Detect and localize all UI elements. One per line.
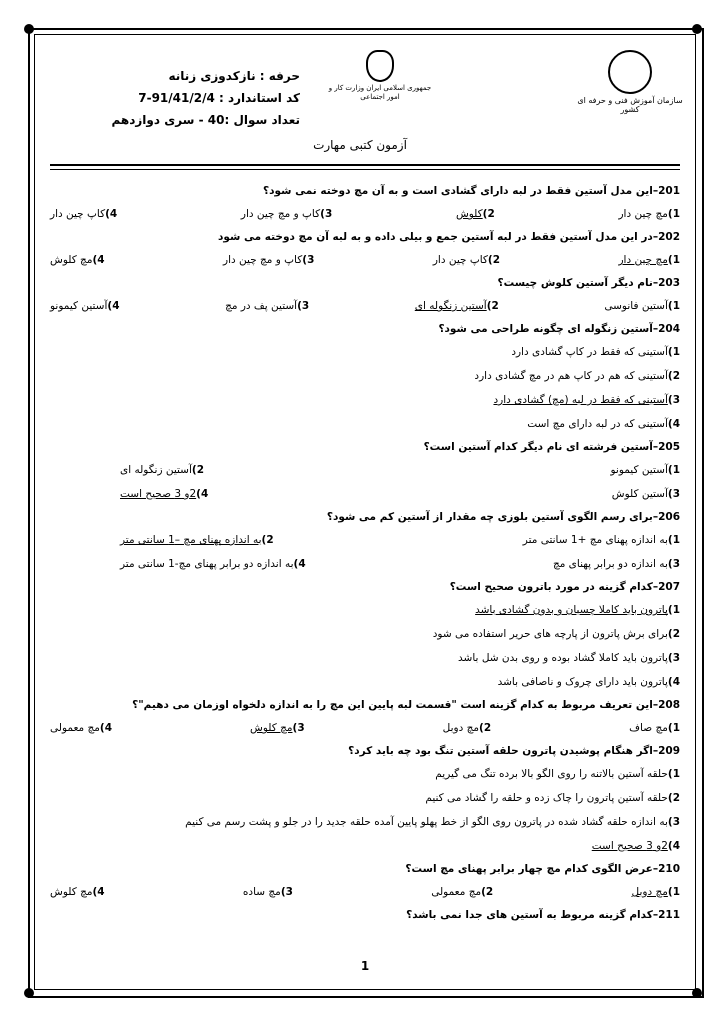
question-text: 202–در این مدل آستین فقط در لبه آستین جمع و بیلی داده و به لبه آن مچ دوخته می شود xyxy=(218,231,680,243)
option-number: 2) xyxy=(487,254,501,266)
question-text: 206–برای رسم الگوی آستین بلوزی چه مقدار از آستین کم می شود؟ xyxy=(326,511,680,523)
answer-option xyxy=(604,294,680,318)
answer-option xyxy=(610,458,680,482)
question-text: 207–کدام گزینه در مورد باترون صحیح است؟ xyxy=(449,581,680,593)
answer-option xyxy=(433,248,500,272)
answer-option xyxy=(612,482,680,506)
option-number: 3) xyxy=(667,558,680,570)
option-number: 2) xyxy=(261,534,274,546)
option-text: آستین پف در مچ xyxy=(225,300,298,312)
option-number: 1) xyxy=(667,208,680,220)
option-number: 2) xyxy=(191,464,205,476)
answer-option xyxy=(523,528,680,552)
option-number: 4) xyxy=(92,886,105,898)
answer-option xyxy=(241,202,332,226)
option-number: 2) xyxy=(667,370,680,382)
option-text: آستین کیمونو xyxy=(50,300,108,312)
option-text: آستینی که هم در کاپ هم در مچ گشادی دارد xyxy=(474,370,668,382)
answer-option xyxy=(50,364,680,388)
answer-option xyxy=(632,880,681,904)
header-divider-thin xyxy=(50,169,680,170)
option-number: 1) xyxy=(667,464,680,476)
option-number: 3) xyxy=(667,816,680,828)
option-text: کاپ و مچ چین دار xyxy=(223,254,303,266)
option-text: 2و 3 صحیح است xyxy=(120,488,197,500)
answer-option xyxy=(618,248,680,272)
option-number: 3) xyxy=(667,652,680,664)
question-text: 201–این مدل آستین فقط در لبه دارای گشادی است و به آن مچ دوخته نمی شود؟ xyxy=(263,185,680,197)
option-number: 1) xyxy=(667,254,680,266)
option-text: به اندازه پهنای مچ –1 سانتی متر xyxy=(120,534,262,546)
option-text: به اندازه دو برابر پهنای مچ-1 سانتی متر xyxy=(120,558,294,570)
answer-option xyxy=(50,202,117,226)
question-text: 210–عرض الگوی کدام مچ چهار برابر پهنای مچ است؟ xyxy=(405,863,680,875)
option-number: 4) xyxy=(667,840,680,852)
corner-dot xyxy=(692,24,702,34)
answer-option xyxy=(120,458,204,482)
answer-option xyxy=(50,762,680,786)
option-text: پاترون باید دارای چروک و ناصافی باشد xyxy=(497,676,668,688)
question-text: 203–نام دیگر آستین کلوش چیست؟ xyxy=(497,277,680,289)
option-text: مچ دوبل xyxy=(631,886,668,898)
option-text: حلقه آستین پاترون را چاک زده و حلقه را گشاد می کنیم xyxy=(425,792,668,804)
option-text: حلقه آستین بالاتنه را روی الگو بالا برده تنگ می گیریم xyxy=(435,768,668,780)
option-number: 3) xyxy=(667,394,680,406)
option-number: 1) xyxy=(667,768,680,780)
option-text: آستین کیمونو xyxy=(610,464,668,476)
answer-option xyxy=(50,810,680,834)
option-text: مچ دوبل xyxy=(442,722,479,734)
option-number: 1) xyxy=(667,722,680,734)
answer-option xyxy=(50,834,680,858)
answer-option xyxy=(629,716,680,740)
standard-code: کد استاندارد : 91/41/2/4-7 xyxy=(138,91,300,105)
option-number: 2) xyxy=(667,792,680,804)
option-text: مچ ساده xyxy=(242,886,281,898)
option-number: 1) xyxy=(667,534,680,546)
question-list xyxy=(50,180,680,926)
answer-option xyxy=(443,716,492,740)
option-text: به اندازه دو برابر پهنای مچ xyxy=(552,558,668,570)
option-number: 4) xyxy=(196,488,209,500)
option-text: کلوش xyxy=(455,208,483,220)
option-number: 4) xyxy=(107,300,120,312)
option-number: 4) xyxy=(293,558,306,570)
option-text: مچ کلوش xyxy=(50,254,93,266)
option-text: آستین کلوش xyxy=(611,488,668,500)
option-text: 2و 3 صحیح است xyxy=(591,840,668,852)
option-text: مچ چین دار xyxy=(618,254,668,266)
corner-dot xyxy=(24,988,34,998)
option-text: پاترون باید کاملا چسبان و بدون گشادی باشد xyxy=(475,604,668,616)
option-number: 3) xyxy=(297,300,310,312)
answer-option xyxy=(50,598,680,622)
answer-option xyxy=(120,528,274,552)
options-row xyxy=(50,294,680,318)
question-text: 209–اگر هنگام پوشیدن پاترون حلقه آستین تنگ بود چه باید کرد؟ xyxy=(348,745,680,757)
option-text: مچ چین دار xyxy=(618,208,668,220)
iran-emblem-icon xyxy=(366,50,394,82)
options-row xyxy=(50,716,680,740)
option-text: مچ کلوش xyxy=(250,722,293,734)
option-number: 2) xyxy=(479,722,492,734)
option-number: 3) xyxy=(320,208,333,220)
answer-option xyxy=(223,248,314,272)
option-number: 1) xyxy=(667,886,680,898)
header-divider xyxy=(50,164,680,166)
option-text: آستین فانوسی xyxy=(604,300,668,312)
answer-option xyxy=(50,716,112,740)
option-text: مچ کلوش xyxy=(50,886,93,898)
organization-name: سازمان آموزش فنی و حرفه ای کشور xyxy=(577,96,683,114)
answer-option xyxy=(225,294,309,318)
answer-option xyxy=(250,716,305,740)
options-row xyxy=(50,482,680,506)
option-text: به اندازه پهنای مچ +1 سانتی متر xyxy=(522,534,668,546)
question-text: 205–آستین فرشته ای نام دیگر کدام آستین است؟ xyxy=(423,441,680,453)
option-number: 1) xyxy=(667,300,680,312)
option-number: 4) xyxy=(667,418,680,430)
option-text: پاترون باید کاملا گشاد بوده و روی بدن شل باشد xyxy=(458,652,668,664)
answer-option xyxy=(431,880,493,904)
option-number: 2) xyxy=(486,300,499,312)
answer-option xyxy=(50,340,680,364)
options-row xyxy=(50,458,680,482)
options-row xyxy=(50,202,680,226)
answer-option xyxy=(415,294,499,318)
option-number: 3) xyxy=(302,254,315,266)
answer-option xyxy=(50,880,105,904)
option-number: 1) xyxy=(667,346,680,358)
option-text: آستینی که در لبه دارای مچ است xyxy=(527,418,668,430)
option-number: 1) xyxy=(667,604,680,616)
option-text: آستین زنگوله ای xyxy=(414,300,487,312)
option-number: 2) xyxy=(482,208,495,220)
option-number: 3) xyxy=(292,722,305,734)
option-text: کاپ و مچ چین دار xyxy=(240,208,321,220)
option-number: 4) xyxy=(105,208,118,220)
exam-title: آزمون کتبی مهارت xyxy=(313,138,407,152)
option-text: مچ معمولی xyxy=(431,886,482,898)
corner-dot xyxy=(24,24,34,34)
options-row xyxy=(50,248,680,272)
option-text: آستینی که فقط در کاپ گشادی دارد xyxy=(511,346,668,358)
ministry-name: جمهوری اسلامی ایران وزارت کار و امور اجتماعی xyxy=(328,84,432,101)
exam-page xyxy=(40,40,690,985)
answer-option xyxy=(50,248,105,272)
option-text: به اندازه حلقه گشاد شده در پاترون روی الگو از خط پهلو پایین آمده حلقه جدید را در جلو و پشت رسم می کنیم xyxy=(185,816,668,828)
answer-option xyxy=(50,622,680,646)
answer-option xyxy=(50,646,680,670)
exam-info xyxy=(110,65,300,131)
trade-label: حرفه : نازکدوزی زنانه xyxy=(168,69,300,83)
option-number: 3) xyxy=(667,488,680,500)
option-number: 4) xyxy=(667,676,680,688)
option-text: آستین زنگوله ای xyxy=(120,464,192,476)
answer-option xyxy=(243,880,293,904)
question-text: 204–آستین زنگوله ای چگونه طراحی می شود؟ xyxy=(438,323,680,335)
page-number: 1 xyxy=(360,959,370,973)
answer-option xyxy=(50,388,680,412)
answer-option xyxy=(50,412,680,436)
answer-option xyxy=(618,202,680,226)
answer-option xyxy=(50,670,680,694)
option-number: 2) xyxy=(667,628,680,640)
ministry-logo xyxy=(325,50,435,102)
option-number: 2) xyxy=(481,886,494,898)
exam-header xyxy=(40,40,690,165)
option-number: 3) xyxy=(280,886,293,898)
options-row xyxy=(50,880,680,904)
answer-option xyxy=(120,552,306,576)
option-text: آستینی که فقط در لبه (مچ) گشادی دارد xyxy=(493,394,668,406)
question-count: تعداد سوال :40 - سری دوازدهم xyxy=(111,113,300,127)
answer-option xyxy=(120,482,208,506)
option-text: مچ معمولی xyxy=(50,722,100,734)
answer-option xyxy=(50,294,120,318)
organization-emblem-icon xyxy=(608,50,652,94)
options-row xyxy=(50,552,680,576)
question-text: 211–کدام گزینه مربوط به آستین های جدا نمی باشد؟ xyxy=(406,909,680,921)
option-text: کاپ چین دار xyxy=(50,208,106,220)
options-row xyxy=(50,528,680,552)
option-number: 4) xyxy=(92,254,105,266)
answer-option xyxy=(50,786,680,810)
answer-option xyxy=(553,552,680,576)
question-text: 208–این تعریف مربوط به کدام گزینه است "قسمت لبه پایین این مچ را به اندازه دلخواه اوزمان می دهیم"؟ xyxy=(132,699,680,711)
option-text: برای برش پاترون از پارچه های حریر استفاده می شود xyxy=(432,628,668,640)
option-number: 4) xyxy=(99,722,113,734)
option-text: کاپ چین دار xyxy=(432,254,488,266)
corner-dot xyxy=(692,988,702,998)
option-text: مچ صاف xyxy=(629,722,668,734)
answer-option xyxy=(456,202,495,226)
organization-logo xyxy=(570,50,690,114)
